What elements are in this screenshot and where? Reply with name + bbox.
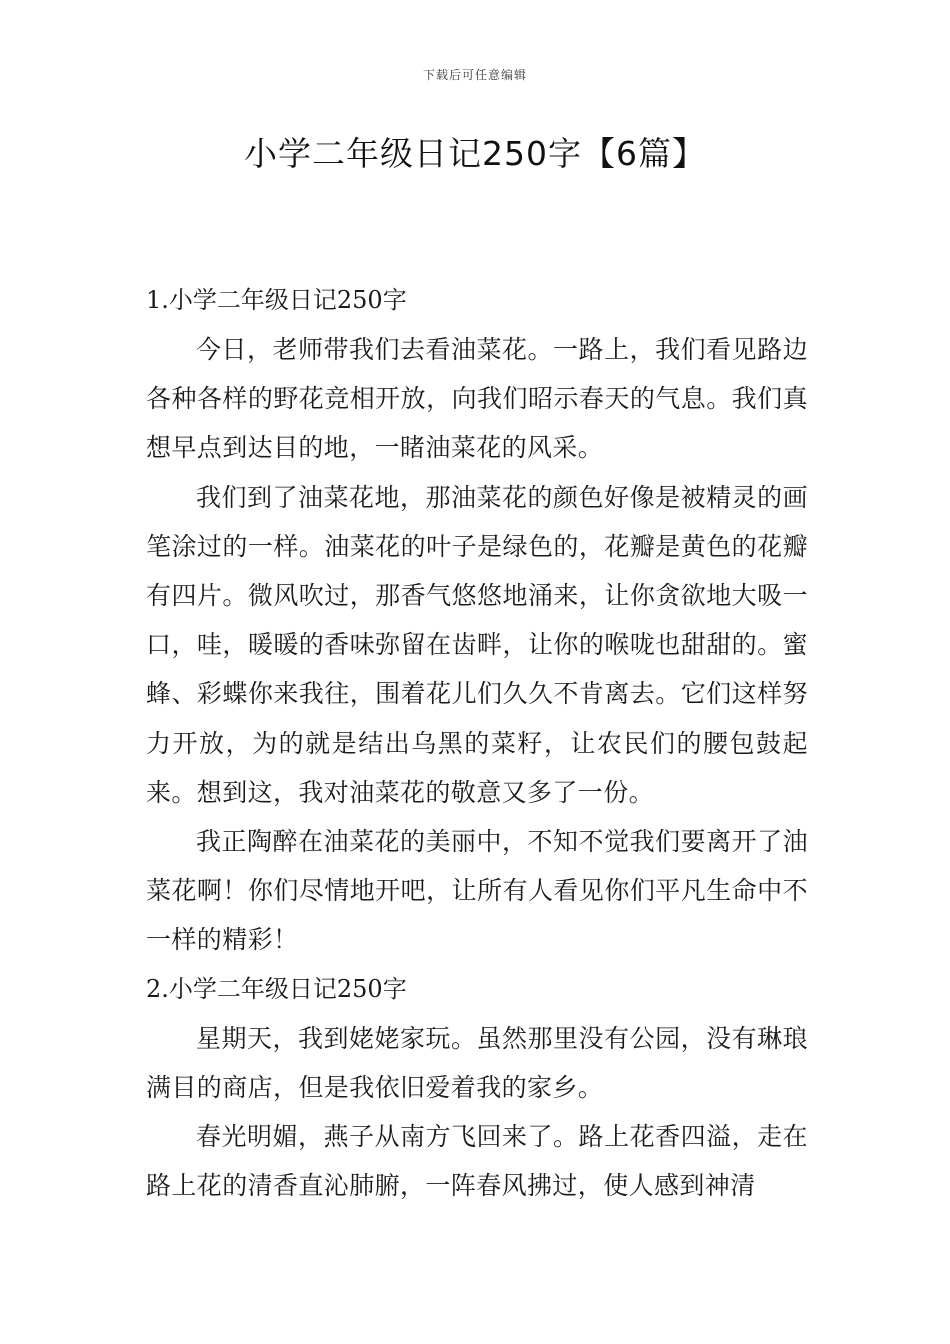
document-body [146, 276, 808, 1210]
section-2 [146, 965, 808, 1211]
paragraph: 我们到了油菜花地，那油菜花的颜色好像是被精灵的画笔涂过的一样。油菜花的叶子是绿色的，花瓣是黄色的花瓣有四片。微风吹过，那香气悠悠地涌来，让你贪欲地大吸一口，哇，暖暖的香味弥留在齿畔，让你的喉咙也甜甜的。蜜蜂、彩蝶你来我往，围着花儿们久久不肯离去。它们这样努力开放，为的就是结出乌黑的菜籽，让农民们的腰包鼓起来。想到这，我对油菜花的敬意又多了一份。 [146, 482, 808, 807]
section-heading: 2.小学二年级日记250字 [146, 974, 407, 1003]
paragraph: 今日，老师带我们去看油菜花。一路上，我们看见路边各种各样的野花竞相开放，向我们昭示春天的气息。我们真想早点到达目的地，一睹油菜花的风采。 [146, 335, 808, 463]
paragraph: 我正陶醉在油菜花的美丽中，不知不觉我们要离开了油菜花啊！你们尽情地开吧，让所有人看见你们平凡生命中不一样的精彩！ [146, 827, 808, 955]
section-1 [146, 276, 808, 965]
section-heading: 1.小学二年级日记250字 [146, 286, 407, 314]
header-note: 下载后可任意编辑 [422, 68, 527, 82]
paragraph: 春光明媚，燕子从南方飞回来了。路上花香四溢，走在路上花的清香直沁肺腑，一阵春风拂过，使人感到神清 [146, 1122, 808, 1201]
paragraph: 星期天，我到姥姥家玩。虽然那里没有公园，没有琳琅满目的商店，但是我依旧爱着我的家乡。 [146, 1023, 808, 1102]
document-title: 小学二年级日记250字【6篇】 [244, 134, 706, 173]
